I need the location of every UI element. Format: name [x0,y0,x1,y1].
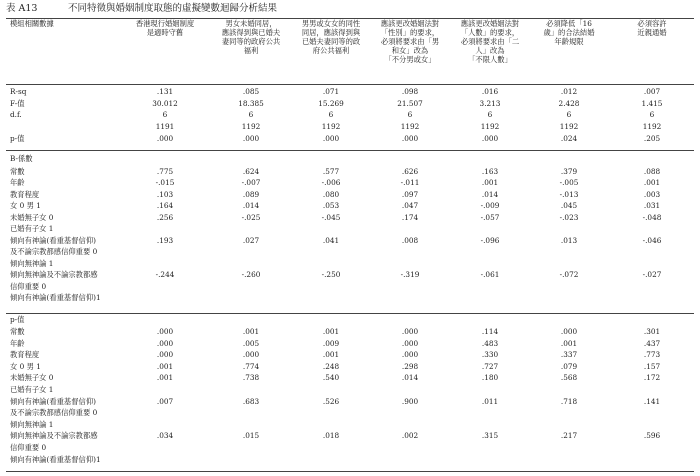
row-label: R-sq [10,87,27,96]
table-cell: .018 [322,431,340,441]
table-cell: 30.012 [152,98,178,108]
table-cell: .577 [322,167,340,176]
table-cell: .001 [481,178,499,188]
row-label: 年齡 [10,338,25,348]
table-row [0,432,700,443]
table-row [0,421,700,432]
table-title [6,3,277,14]
header-label-column: 模組相關數據 [10,19,54,28]
bottom-rule [6,471,694,472]
table-row [0,135,700,146]
table-cell: .774 [242,361,260,371]
table-cell: 1191 [155,122,175,132]
table-cell: .114 [481,327,499,336]
table-cell: .000 [401,133,419,143]
table-row [0,328,700,339]
table-cell: .014 [481,189,499,199]
table-cell: .097 [401,189,419,199]
row-label: 傾向無神論及不論宗教都感 [10,431,98,441]
row-label: 傾向有神論(看重基督信仰) [10,235,96,245]
header-col-4: 應該更改婚姻法對 「性別」的要求， 必須將要求由「男 和女」改為 「不分男或女」 [380,19,440,64]
table-cell: -.007 [241,178,261,188]
table-cell: -.006 [321,178,341,188]
table-row [0,123,700,134]
table-cell: 6 [487,110,493,120]
table-cell: -.009 [480,201,500,211]
table-cell: .000 [156,327,174,336]
table-cell: -.015 [155,178,175,188]
row-label: 傾向無神論 1 [10,258,54,268]
table-cell: .000 [401,327,419,336]
table-row [0,456,700,467]
table-cell: 2.428 [558,98,580,108]
row-label: 傾向無神論及不論宗教都感 [10,270,98,280]
table-row [0,202,700,213]
row-label: 已婚有子女 1 [10,385,54,394]
header-col-5: 應該更改婚姻法對 「人數」的要求， 必須將要求由「二 人」改為 「不限人數」 [460,19,520,64]
table-row [0,294,700,305]
table-cell: -.045 [321,212,341,222]
row-label: p-值 [10,133,25,143]
table-cell: .526 [322,396,340,406]
table-cell: .900 [401,396,419,406]
row-label: 常數 [10,167,25,176]
table-cell: .000 [322,133,340,143]
table-cell: .045 [560,201,578,211]
table-cell: 1.415 [641,98,663,108]
table-row [0,100,700,111]
table-cell: .131 [156,87,174,96]
table-cell: .001 [156,373,174,383]
table-cell: .089 [242,189,260,199]
header-col-2: 男女未婚同居， 應該得到與已婚夫 妻同等的政府公共 福利 [221,19,281,55]
table-cell: 18.385 [238,98,264,108]
table-cell: .330 [481,350,499,360]
table-cell: .041 [322,235,340,245]
table-row [0,214,700,225]
table-cell: -.072 [559,270,579,280]
table-row [0,351,700,362]
table-row [0,111,700,122]
row-label: 及不論宗教都感信仰重要 0 [10,247,98,257]
table-cell: -.244 [155,270,175,280]
table-cell: .172 [643,373,661,383]
table-cell: .248 [322,361,340,371]
table-cell: .596 [643,431,661,441]
table-cell: .001 [643,178,661,188]
table-cell: .337 [560,350,578,360]
table-row [0,374,700,385]
table-row [0,248,700,259]
table-cell: .157 [643,361,661,371]
table-cell: .003 [643,189,661,199]
table-cell: 6 [328,110,334,120]
table-cell: .000 [401,338,419,348]
row-label: 常數 [10,327,25,336]
row-label: 教育程度 [10,350,40,360]
table-row [0,191,700,202]
table-cell: .000 [156,133,174,143]
row-label: 未婚無子女 0 [10,212,54,222]
b-section-heading: B-係數 [10,154,33,163]
table-cell: .000 [481,133,499,143]
row-label: 未婚無子女 0 [10,373,54,383]
table-cell: -.319 [400,270,420,280]
table-cell: .437 [643,338,661,348]
table-row [0,179,700,190]
header-col-1: 香港現行婚姻制度 是適時守舊 [135,19,195,37]
table-cell: .027 [242,235,260,245]
table-cell: .626 [401,167,419,176]
table-cell: .163 [481,167,499,176]
header-col-7: 必須容許 近親通婚 [637,19,667,37]
table-cell: .031 [643,201,661,211]
row-label: 年齡 [10,178,25,188]
table-cell: .000 [156,350,174,360]
table-cell: -.096 [480,235,500,245]
row-label: 女 0 男 1 [10,201,41,211]
table-row [0,398,700,409]
table-cell: .071 [322,87,340,96]
table-cell: .011 [481,396,499,406]
table-row [0,340,700,351]
table-cell: .624 [242,167,260,176]
table-cell: .193 [156,235,174,245]
table-cell: .483 [481,338,499,348]
row-label: 傾向無神論 1 [10,419,54,429]
row-label: 教育程度 [10,189,40,199]
table-row [0,237,700,248]
row-label: 已婚有子女 1 [10,224,54,234]
table-cell: .174 [401,212,419,222]
table-cell: .024 [560,133,578,143]
table-row [0,168,700,179]
table-cell: 6 [649,110,655,120]
p-section-heading: p-值 [10,315,25,324]
table-cell: 1192 [321,122,341,132]
table-cell: .000 [560,327,578,336]
table-cell: .079 [560,361,578,371]
table-cell: .217 [560,431,578,441]
table-cell: .103 [156,189,174,199]
table-cell: .683 [242,396,260,406]
table-cell: -.057 [480,212,500,222]
table-cell: 6 [248,110,254,120]
table-cell: .256 [156,212,174,222]
table-cell: .015 [242,431,260,441]
table-cell: .034 [156,431,174,441]
table-cell: .298 [401,361,419,371]
table-cell: 1192 [400,122,420,132]
table-row [0,88,700,99]
table-cell: .301 [643,327,661,336]
table-cell: .001 [322,350,340,360]
table-row [0,260,700,271]
table-number: 表 A13 [6,3,38,14]
table-cell: .727 [481,361,499,371]
table-row [0,444,700,455]
table-cell: .098 [401,87,419,96]
table-cell: -.048 [642,212,662,222]
table-row [0,283,700,294]
table-cell: 1192 [642,122,662,132]
row-label: 傾向有神論(看重基督信仰) [10,396,96,406]
table-cell: .568 [560,373,578,383]
table-cell: .205 [643,133,661,143]
table-cell: .738 [242,373,260,383]
table-cell: .775 [156,167,174,176]
table-cell: .141 [643,396,661,406]
table-cell: .014 [401,373,419,383]
table-cell: .013 [560,235,578,245]
table-cell: -.046 [642,235,662,245]
row-label: 及不論宗教都感信仰重要 0 [10,408,98,418]
table-cell: .007 [643,87,661,96]
table-row [0,386,700,397]
table-cell: .000 [156,338,174,348]
table-cell: .088 [643,167,661,176]
table-cell: 1192 [241,122,261,132]
table-cell: .053 [322,201,340,211]
table-cell: -.013 [559,189,579,199]
table-cell: 21.507 [397,98,423,108]
table-cell: 6 [407,110,413,120]
table-row [0,363,700,374]
b-section-rule [6,313,694,314]
table-cell: .016 [481,87,499,96]
table-row [0,409,700,420]
table-cell: .085 [242,87,260,96]
table-cell: .773 [643,350,661,360]
table-cell: .718 [560,396,578,406]
table-cell: .001 [156,361,174,371]
table-cell: .315 [481,431,499,441]
table-cell: .080 [322,189,340,199]
table-cell: .001 [242,327,260,336]
row-label: 女 0 男 1 [10,361,41,371]
table-cell: 6 [162,110,168,120]
header-rule [6,84,694,85]
table-cell: .180 [481,373,499,383]
table-cell: -.025 [241,212,261,222]
table-cell: .000 [401,350,419,360]
table-cell: .540 [322,373,340,383]
header-col-3: 男男或女女的同性 同居，應該得到與 已婚夫妻同等的政 府公共福利 [301,19,361,55]
table-cell: .008 [401,235,419,245]
table-cell: .164 [156,201,174,211]
table-cell: .001 [560,338,578,348]
table-cell: .000 [242,133,260,143]
table-row [0,271,700,282]
stats-rule [6,150,694,151]
table-cell: .001 [322,327,340,336]
table-cell: -.005 [559,178,579,188]
row-label: F-值 [10,98,25,108]
table-cell: .012 [560,87,578,96]
header-col-6: 必須降低「16 歲」的合法結婚 年齡規限 [543,19,595,46]
row-label: d.f. [10,110,22,120]
table-cell: -.061 [480,270,500,280]
table-cell: .007 [156,396,174,406]
table-cell: .000 [242,350,260,360]
table-cell: .014 [242,201,260,211]
row-label: 傾向有神論(看重基督信仰)1 [10,454,101,464]
row-label: 信仰重要 0 [10,281,47,291]
table-cell: 1192 [559,122,579,132]
table-cell: -.023 [559,212,579,222]
table-cell: 6 [566,110,572,120]
table-cell: -.011 [400,178,420,188]
table-cell: -.027 [642,270,662,280]
table-caption: 不同特徵與婚姻制度取態的虛擬變數迴歸分析結果 [68,3,278,14]
table-cell: .002 [401,431,419,441]
table-cell: 15.269 [318,98,344,108]
table-cell: -.260 [241,270,261,280]
table-cell: .047 [401,201,419,211]
table-cell: .009 [322,338,340,348]
table-cell: .379 [560,167,578,176]
table-row [0,225,700,236]
table-cell: .005 [242,338,260,348]
table-cell: -.250 [321,270,341,280]
row-label: 傾向有神論(看重基督信仰)1 [10,292,101,302]
row-label: 信仰重要 0 [10,443,47,452]
table-cell: 1192 [480,122,500,132]
table-cell: 3.213 [479,98,501,108]
